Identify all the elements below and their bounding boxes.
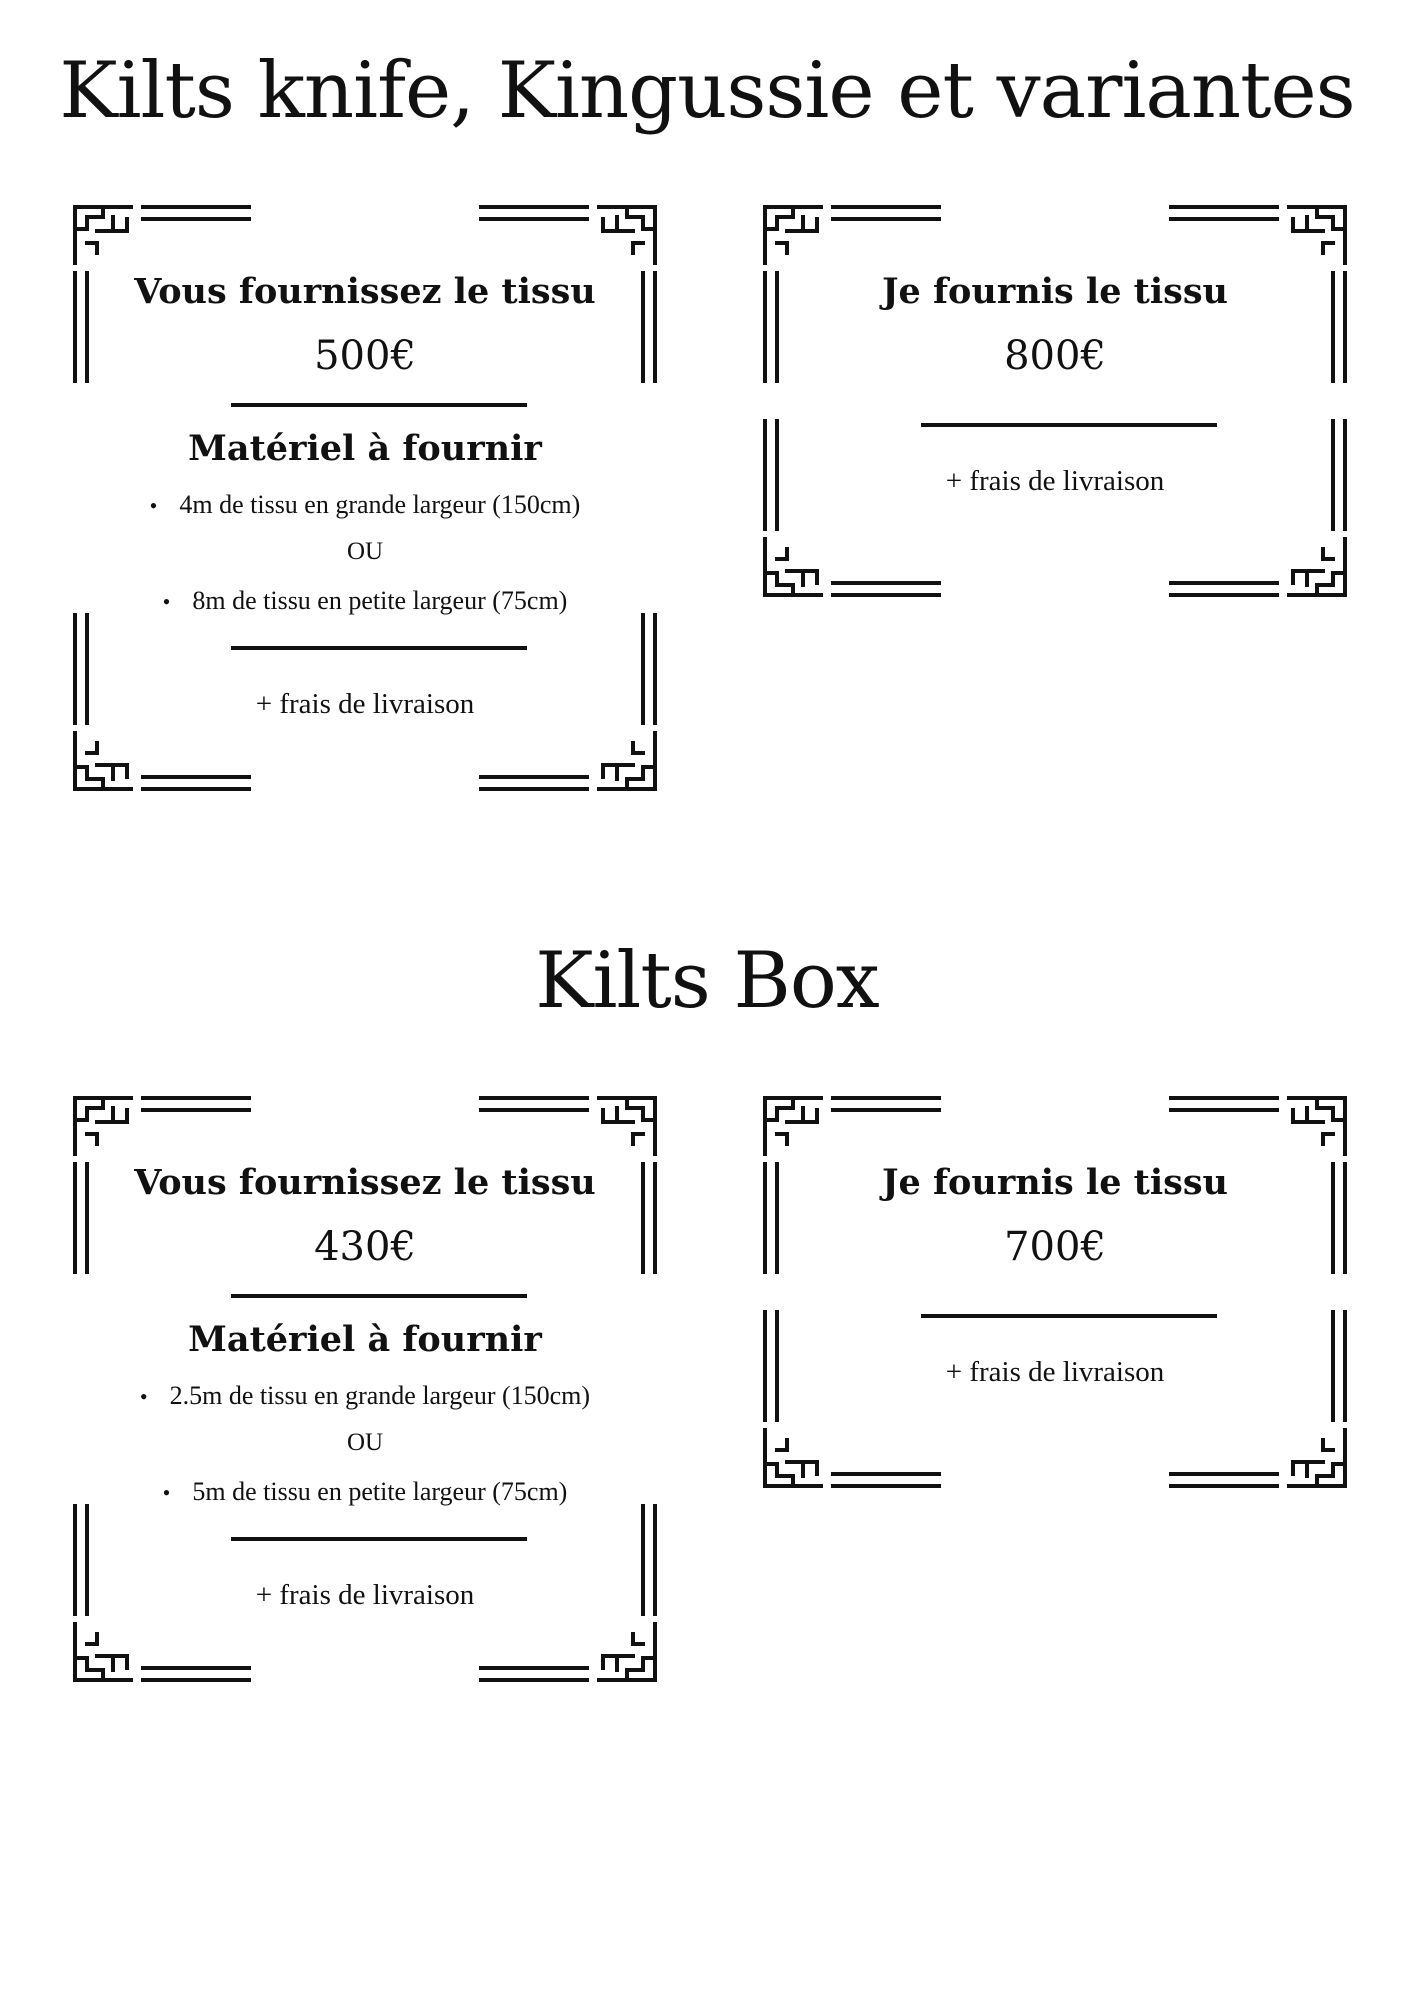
list-item: • 5m de tissu en petite largeur (75cm) (162, 1477, 568, 1506)
divider (231, 1537, 527, 1541)
list-item: • 4m de tissu en grande largeur (150cm) (149, 490, 581, 519)
greek-key-corner (599, 207, 655, 263)
pricing-card-customer-fabric (73, 205, 657, 791)
material-heading: Matériel à fournir (188, 1319, 542, 1360)
frame-corner-ornament (765, 1312, 939, 1486)
divider (921, 423, 1217, 427)
pricing-card-maker-fabric (763, 205, 1347, 597)
card-heading: Vous fournissez le tissu (134, 271, 596, 312)
divider (231, 403, 527, 407)
price: 500€ (314, 333, 416, 379)
shipping-note: + frais de livraison (255, 688, 475, 720)
greek-key-corner (1289, 539, 1345, 595)
greek-key-frame (763, 205, 1347, 597)
price: 430€ (314, 1224, 416, 1270)
list-item: • 2.5m de tissu en grande largeur (150cm) (139, 1381, 591, 1410)
frame-corner-ornament (1171, 421, 1345, 595)
greek-key-corner (599, 1098, 655, 1154)
greek-key-corner (599, 1624, 655, 1680)
shipping-note: + frais de livraison (945, 1356, 1165, 1388)
pricing-card-maker-fabric (763, 1096, 1347, 1488)
pricing-card-customer-fabric (73, 1096, 657, 1682)
greek-key-corner (1289, 1098, 1345, 1154)
greek-key-corner (75, 207, 131, 263)
shipping-note: + frais de livraison (255, 1579, 475, 1611)
card-heading: Je fournis le tissu (881, 271, 1228, 312)
greek-key-corner (75, 733, 131, 789)
material-heading: Matériel à fournir (188, 428, 542, 469)
greek-key-corner (765, 1430, 821, 1486)
card-heading: Je fournis le tissu (881, 1162, 1228, 1203)
shipping-note: + frais de livraison (945, 465, 1165, 497)
frame-corner-ornament (1171, 1312, 1345, 1486)
or-label: OU (346, 538, 384, 565)
card-heading: Vous fournissez le tissu (134, 1162, 596, 1203)
greek-key-corner (765, 207, 821, 263)
greek-key-corner (599, 733, 655, 789)
greek-key-corner (765, 1098, 821, 1154)
price: 800€ (1004, 333, 1106, 379)
price: 700€ (1004, 1224, 1106, 1270)
greek-key-frame (763, 1096, 1347, 1488)
section-title-kilts-box: Kilts Box (535, 936, 879, 1026)
divider (921, 1314, 1217, 1318)
greek-key-corner (75, 1098, 131, 1154)
section-title-kilts-knife: Kilts knife, Kingussie et variantes (59, 46, 1355, 136)
greek-key-corner (75, 1624, 131, 1680)
divider (231, 646, 527, 650)
greek-key-corner (765, 539, 821, 595)
greek-key-corner (1289, 207, 1345, 263)
or-label: OU (346, 1429, 384, 1456)
divider (231, 1294, 527, 1298)
frame-corner-ornament (765, 421, 939, 595)
greek-key-corner (1289, 1430, 1345, 1486)
list-item: • 8m de tissu en petite largeur (75cm) (162, 586, 568, 615)
